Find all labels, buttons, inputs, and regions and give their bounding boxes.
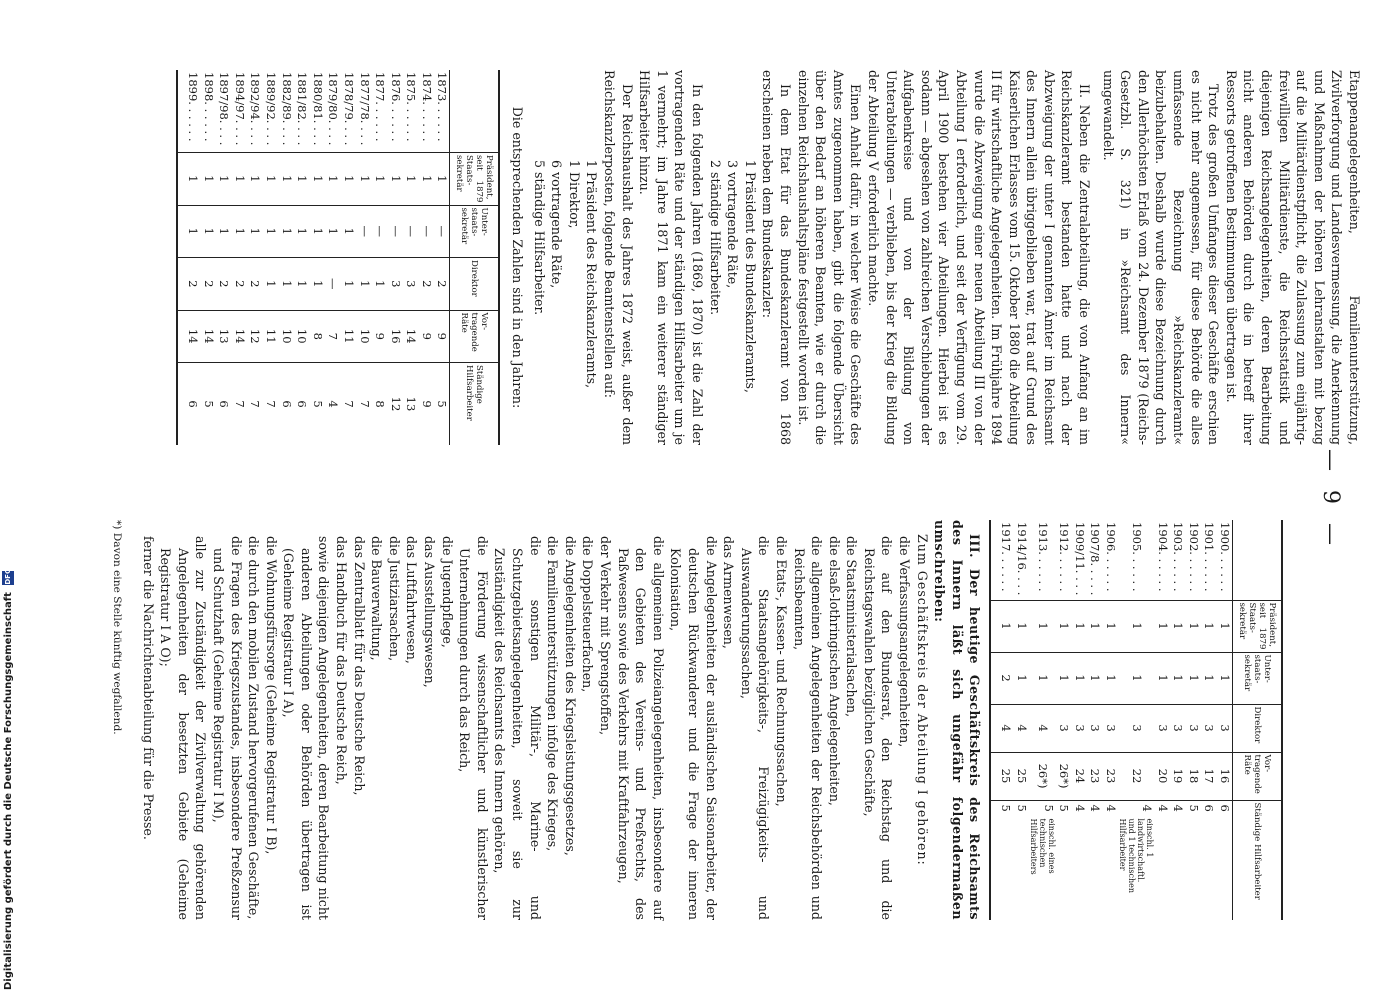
table-cell: 4: [1013, 704, 1029, 752]
table-cell: 1880/81. . . .: [310, 72, 325, 146]
table-cell: 1: [356, 153, 372, 206]
list-item: die Angelegenheiten des Kriegsleistungsgesetzes,: [562, 536, 578, 856]
table-cell: 1882/89. . . .: [279, 72, 294, 146]
table-cell: 1899. . . . . .: [186, 72, 200, 142]
table-cell: 1: [247, 205, 263, 258]
table-cell: 1: [403, 153, 419, 206]
table-row: [231, 70, 247, 445]
table-cell: 12: [387, 363, 403, 446]
table-row: [309, 70, 325, 445]
table-cell: 1914/16. . . .: [1014, 522, 1029, 596]
table-cell: 1878/79. . . .: [341, 72, 356, 146]
table-cell: 1: [1087, 600, 1103, 652]
table-cell: [1185, 800, 1201, 920]
cell-value: 4: [1072, 804, 1087, 812]
left-column: [176, 70, 1363, 445]
table-cell: 2: [216, 258, 232, 311]
list-item: die Staatsangehörigkeits-, Freizügigkeits- und Auswanderungssachen,: [738, 536, 772, 920]
col-assistants: Ständige Hilfsarbeiter: [1233, 800, 1282, 920]
table-row: [387, 70, 403, 445]
table-cell: 13: [216, 310, 232, 363]
table-cell: 1: [231, 153, 247, 206]
table-cell: 1: [1154, 600, 1170, 652]
table-row: [278, 70, 294, 445]
table-cell: 1: [1216, 652, 1232, 704]
cell-value: 4: [1088, 804, 1103, 812]
table-cell: 3: [1170, 704, 1186, 752]
list-item: das Handbuch für das Deutsche Reich,: [334, 536, 350, 785]
table-cell: 1: [216, 205, 232, 258]
table-cell: 1: [1216, 600, 1232, 652]
table-cell: 1: [340, 153, 356, 206]
table-cell: 1: [1056, 600, 1072, 652]
table-cell: 20: [1154, 752, 1170, 800]
table-cell: 1881/82. . . .: [295, 72, 310, 146]
table-cell: 3: [1056, 704, 1072, 752]
table-cell: 1: [216, 153, 232, 206]
paragraph: Die entsprechenden Zahlen sind in den Jahren:: [510, 106, 526, 409]
table-cell: 2: [200, 258, 216, 311]
col-under: Unter-staats-sekretär: [450, 205, 499, 258]
table-cell: 1: [294, 153, 310, 206]
cell-value: 6: [1218, 804, 1232, 812]
list-item: die Staatsministerialsachen,: [844, 536, 860, 718]
table-cell: 1: [1102, 652, 1118, 704]
table-cell: 1: [1102, 600, 1118, 652]
table-row: [1201, 520, 1217, 920]
table-cell: 1876. . . . . .: [388, 72, 403, 142]
table-cell: 1: [262, 205, 278, 258]
list-item: die Fragen des Kriegszustandes, insbesondere Preßzensur und Schutzhaft (Geheime Registratur I M),: [210, 536, 244, 920]
table-cell: 1: [1170, 652, 1186, 704]
table-row: [325, 70, 341, 445]
table-cell: 24: [1071, 752, 1087, 800]
list-item: die sonstigen Militär-, Marine- und Schutzgebietsangelegenheiten, soweit sie zur Zuständigkeit des Reichsamts des Innern gehören,: [492, 536, 543, 920]
table-cell: 3: [1071, 704, 1087, 752]
list-1872: [530, 160, 600, 445]
table-cell: 16: [1216, 752, 1232, 800]
list-item: die Bauverwaltung,: [369, 536, 385, 661]
list-item: die elsaß-lothringischen Angelegenheiten,: [826, 536, 842, 806]
table-cell: 3: [1216, 704, 1232, 752]
table-cell: 18: [1185, 752, 1201, 800]
table-cell: 3: [1087, 704, 1103, 752]
table-cell: 1: [991, 600, 1013, 652]
table-cell: 3: [1118, 704, 1154, 752]
table-cell: [1154, 800, 1170, 920]
list-item: die Doppelsteuerfachen,: [580, 536, 596, 693]
list-item: 1 Präsident des Reichskanzleramts,: [584, 160, 600, 389]
table-cell: 1906. . . . . .: [1104, 522, 1119, 592]
cell-value: 4: [1155, 804, 1170, 812]
cell-value: 5: [1014, 804, 1029, 812]
table-cell: 5: [200, 363, 216, 446]
table-cell: [1056, 800, 1072, 920]
list-item: alle zur Zuständigkeit der Zivilverwaltung gehörenden Angelegenheiten der besetzten Gebiete (Geheime Registratur I A O);: [158, 536, 209, 920]
table-cell: 8: [309, 310, 325, 363]
table-cell: 1: [372, 153, 388, 206]
funding-strip: [0, 0, 20, 1000]
table-cell: —: [372, 205, 388, 258]
table-cell: [1170, 800, 1186, 920]
table-cell: 9: [418, 363, 434, 446]
table-cell: 1: [340, 205, 356, 258]
table-note: einschl. 1 landwirtschaftl. und 1 technischen Hilfsarbeiter: [1118, 818, 1155, 894]
table-cell: 1: [231, 205, 247, 258]
table-row: [1029, 520, 1056, 920]
table-cell: 1874. . . . . .: [419, 72, 434, 142]
table-cell: —: [403, 205, 419, 258]
list-item: ferner die Nachrichtenabteilung für die Presse.: [140, 536, 156, 840]
col-councillors: Vor-tragende Räte: [450, 310, 499, 363]
table-cell: 1900. . . . . .: [1218, 522, 1232, 592]
table-cell: 1: [178, 205, 200, 258]
table-cell: 1: [1087, 652, 1103, 704]
table-cell: [1029, 800, 1056, 920]
list-item: die Angelegenheiten der ausländischen Saisonarbeiter, der deutschen Rückwanderer und die Frage der inneren Kolonisation,: [668, 536, 719, 920]
table-row: [340, 70, 356, 445]
table-row: [216, 70, 232, 445]
table-cell: 7: [356, 363, 372, 446]
table-cell: 26*): [1029, 752, 1056, 800]
table-cell: 1: [262, 153, 278, 206]
table-cell: 1: [434, 153, 450, 206]
table-cell: 4: [325, 363, 341, 446]
table-cell: 3: [1154, 704, 1170, 752]
list-item: das Luftfahrtwesen,: [404, 536, 420, 664]
table-cell: [1013, 800, 1029, 920]
list-item: das Ausstellungswesen,: [422, 536, 438, 688]
table-cell: 1917. . . . . .: [999, 522, 1014, 592]
table-cell: 7: [231, 363, 247, 446]
table-row: [991, 520, 1013, 920]
table-cell: 26*): [1056, 752, 1072, 800]
table-cell: 2: [418, 258, 434, 311]
list-1868: [706, 160, 759, 445]
table-cell: 12: [247, 310, 263, 363]
table-row: [1170, 520, 1186, 920]
table-cell: 1909/11. . . .: [1072, 522, 1087, 596]
table-cell: 1: [1029, 652, 1056, 704]
table-cell: 1: [309, 205, 325, 258]
table-row: [1056, 520, 1072, 920]
table-row: [178, 70, 200, 445]
col-assistants: Ständige Hilfsarbeiter: [450, 363, 499, 446]
funding-text: Digitalisierung gefördert durch die Deutsche Forschungsgemeinschaft: [3, 592, 14, 990]
table-cell: 1898. . . . . .: [201, 72, 216, 142]
paragraph: In den folgenden Jahren (1869, 1870) ist die Zahl der vortragenden Räte und der ständigen Hilfsarbeiter um je 1 vermehrt; im Jahre 1871 kam ein weiterer ständiger Hilfsarbeiter hinzu.: [637, 70, 706, 445]
table-cell: 3: [1185, 704, 1201, 752]
table-cell: 1: [325, 205, 341, 258]
table-cell: 1912. . . . . .: [1057, 522, 1072, 592]
list-item: die Wohnungsfürsorge (Geheime Registratur I B),: [263, 536, 279, 855]
list-item: die Jugendpflege,: [439, 536, 455, 648]
table-cell: 1877/78. . . .: [357, 72, 372, 146]
section-ii-paragraph: II. Neben die Zentralabteilung, die von Anfang an im Reichskanzleramt bestanden hatte und nach der Abzweigung der unter I genannten Ämter im Reichsamt des Innern allein übriggeblieben war, trat auf Grund des Kaiserlichen Erlasses vom 15. Oktober 1880 die Abteilung II für wirtschaftliche Angelegenheiten. Im Frühjahre 1894 wurde die Abzweigung einer neuen Abteilung III von der Abteilung I erforderlich, und seit der Verfügung vom 29. April 1900 bestehen vier Abteilungen. Hierbei ist es sodann — abgesehen von zahlreichen Verschiebungen der Aufgabenkreise und von der Bildung von Unterabteilungen — verblieben, bis der Krieg die Bildung der Abteilung V erforderlich machte.: [865, 70, 1093, 445]
col-under: Unter-staats-sekretär: [1233, 652, 1282, 704]
col-year: [450, 70, 499, 153]
table-cell: 4: [1029, 704, 1056, 752]
table-cell: 22: [1118, 752, 1154, 800]
list-item: 3 vortragende Räte,: [725, 160, 741, 289]
table-cell: 1905. . . . . .: [1129, 522, 1144, 592]
table-cell: 2: [178, 258, 200, 311]
table-cell: 2: [991, 652, 1013, 704]
list-item: der Verkehr mit Sprengstoffen,: [598, 536, 613, 736]
cell-value: 5: [1041, 804, 1056, 812]
table-cell: 7: [247, 363, 263, 446]
table-cell: [1118, 800, 1154, 920]
table-cell: 2: [247, 258, 263, 311]
table-row: [1087, 520, 1103, 920]
table-cell: 23: [1102, 752, 1118, 800]
list-item: die Etats-, Kassen- und Rechnungssachen,: [773, 536, 789, 807]
table-cell: 6: [294, 363, 310, 446]
paragraph: In dem Etat für das Bundeskanzleramt von 1868 erscheinen neben dem Bundeskanzler:: [760, 70, 793, 445]
table-cell: 1879/80. . . .: [326, 72, 341, 146]
table-row: [1185, 520, 1201, 920]
table-cell: [1102, 800, 1118, 920]
list-item: 6 vortragende Räte,: [549, 160, 565, 289]
table-row: [262, 70, 278, 445]
table-cell: 7: [325, 310, 341, 363]
table-cell: 14: [403, 310, 419, 363]
table-cell: 1: [278, 153, 294, 206]
table-cell: 6: [178, 363, 200, 446]
table-row: [434, 70, 450, 445]
abteilung-i-list: [139, 520, 913, 920]
table-cell: 11: [340, 310, 356, 363]
table-cell: 1: [278, 258, 294, 311]
table-cell: 1: [1201, 652, 1217, 704]
table-cell: 1: [372, 258, 388, 311]
table-cell: 1901. . . . . .: [1202, 522, 1217, 592]
table-cell: 1: [1013, 600, 1029, 652]
table-cell: 1: [1029, 600, 1056, 652]
table-row: [1118, 520, 1154, 920]
paragraph: Der Reichshaushalt des Jahres 1872 weist, außer dem Reichskanzlerposten, folgende Beamtenstellen auf:: [602, 70, 635, 445]
table-cell: 9: [372, 310, 388, 363]
page-number: — 9 —: [1318, 449, 1343, 551]
table-note: einschl. eines technischen Hilfsarbeiters: [1028, 818, 1056, 875]
table-cell: 1: [278, 205, 294, 258]
list-item: 1 Präsident des Bundeskanzleramts,: [742, 160, 758, 393]
list-item: die Verfassungsangelegenheiten,: [897, 536, 913, 748]
col-president: Präsident, seit 1879 Staats-sekretär: [450, 153, 499, 206]
table-cell: 1: [325, 153, 341, 206]
table-row: [1013, 520, 1029, 920]
table-row: [372, 70, 388, 445]
list-item: die allgemeinen Angelegenheiten der Reichsbehörden und Reichsbeamten,: [791, 536, 825, 920]
table-cell: 14: [231, 310, 247, 363]
table-cell: 1913. . . . . .: [1035, 522, 1050, 592]
table-row: [356, 70, 372, 445]
paragraph: Einen Anhalt dafür, in welcher Weise die Geschäfte des Amtes zugenommen haben, gibt die folgende Übersicht über den Bedarf an höheren Beamten, wie er durch die einzelnen Reichshaushaltspläne festgestellt worden ist.: [795, 70, 864, 445]
table-cell: 1: [247, 153, 263, 206]
table-cell: 1894/97. . . .: [232, 72, 247, 146]
table-cell: 3: [1102, 704, 1118, 752]
col-councillors: Vor-tragende Räte: [1233, 752, 1282, 800]
table-cell: 1: [294, 258, 310, 311]
table-cell: 1: [1170, 600, 1186, 652]
table-cell: 1: [309, 153, 325, 206]
table-cell: 2: [231, 258, 247, 311]
table-cell: 11: [262, 310, 278, 363]
table-cell: 10: [356, 310, 372, 363]
table-cell: [991, 800, 1013, 920]
table-cell: 1875. . . . . .: [404, 72, 419, 142]
table-cell: 1: [200, 205, 216, 258]
table-cell: 1: [1185, 652, 1201, 704]
list-item: die Familienunterstützungen infolge des Krieges,: [545, 536, 561, 852]
table-cell: 23: [1087, 752, 1103, 800]
col-director: Direktor: [450, 258, 499, 311]
table-cell: 1892/94. . . .: [248, 72, 263, 146]
table-1900-1917: [989, 520, 1283, 920]
right-column: [107, 520, 1283, 920]
col-president: Präsident, seit 1879 Staats-sekretär: [1233, 600, 1282, 652]
col-director: Direktor: [1233, 704, 1282, 752]
table-row: [1102, 520, 1118, 920]
table-cell: 1903. . . . . .: [1171, 522, 1186, 592]
table-cell: 2: [434, 258, 450, 311]
table-cell: [1216, 800, 1232, 920]
cell-value: 5: [1057, 804, 1072, 812]
table-cell: 6: [216, 363, 232, 446]
table-cell: 1889/92. . . .: [263, 72, 278, 146]
table-cell: 1: [1071, 600, 1087, 652]
table-row: [403, 70, 419, 445]
table-cell: 25: [1013, 752, 1029, 800]
paragraph: Zum Geschäftskreis der Abteilung I gehören:: [914, 534, 930, 866]
cell-value: 4: [1171, 804, 1186, 812]
table-row: [247, 70, 263, 445]
table-cell: 1: [309, 258, 325, 311]
dfg-logo-icon: DFG: [4, 568, 12, 585]
table-cell: 1: [1056, 652, 1072, 704]
table-row: [1154, 520, 1170, 920]
list-item: die Förderung wissenschaftlicher und künstlerischer Unternehmungen durch das Reich,: [457, 536, 490, 920]
paragraph: Trotz des großen Umfanges dieser Geschäfte erschien es nicht mehr angemessen, für diese Behörde die alles umfassende Bezeichnung »Reichskanzleramt« beizubehalten. Deshalb wurde diese Bezeichnung durch den Allerhöchsten Erlaß vom 24. Dezember 1879 (Reichs-Gesetzbl. S. 321) in »Reichsamt des Innern« umgewandelt.: [1100, 70, 1222, 445]
table-cell: 1: [262, 258, 278, 311]
table-cell: 1: [1185, 600, 1201, 652]
list-item: 1 Direktor,: [566, 160, 582, 229]
table-cell: 3: [387, 258, 403, 311]
table-cell: 14: [178, 310, 200, 363]
paragraph: Etappenangelegenheiten, Familienunterstützung, Zivilverforgung und Landesvermessung, die Anerkennung und Maßnahmen der höheren Lehranstalten mit bezug auf die Militärdienstpflicht, die Zulassung zum einjährig-freiwilligen Militärdienste, die Reichsstatistik und diejenigen Reichsangelegenheiten, deren Bearbeitung nicht anderen Behörden durch die in betreff ihrer Ressorts getroffenen Bestimmungen übertragen ist.: [1223, 70, 1362, 445]
table-cell: 1877. . . . . .: [373, 72, 388, 142]
section-iii-paragraph: [931, 520, 984, 920]
table-cell: 7: [262, 363, 278, 446]
table-cell: 1904. . . . . .: [1155, 522, 1170, 592]
table-cell: 1: [1118, 652, 1154, 704]
table-cell: 1: [178, 153, 200, 206]
footnote: *) Davon eine Stelle künftig wegfallend.: [110, 520, 123, 735]
table-cell: 7: [340, 363, 356, 446]
table-cell: 1: [294, 205, 310, 258]
table-row: [200, 70, 216, 445]
list-item: das Zentralblatt für das Deutsche Reich,: [351, 536, 367, 796]
table-cell: 1: [1118, 600, 1154, 652]
table-cell: 1: [1201, 600, 1217, 652]
table-cell: —: [387, 205, 403, 258]
table-row: [294, 70, 310, 445]
table-cell: 1902. . . . . .: [1186, 522, 1201, 592]
table-cell: 4: [991, 704, 1013, 752]
table-cell: 14: [200, 310, 216, 363]
section-iii-text: III. Der heutige Geschäftskreis des Reichsamts des Innern läßt sich ungefähr folgendermaßen umschreiben:: [932, 520, 983, 920]
table-cell: —: [356, 205, 372, 258]
table-cell: 9: [418, 310, 434, 363]
table-cell: 1873. . . . . .: [435, 72, 450, 142]
table-cell: 1: [340, 258, 356, 311]
list-item: 2 ständige Hilfsarbeiter.: [707, 160, 723, 316]
cell-value: 5: [1186, 804, 1201, 812]
table-cell: 10: [278, 310, 294, 363]
table-cell: 5: [434, 363, 450, 446]
table-cell: [1071, 800, 1087, 920]
table-row: [1071, 520, 1087, 920]
table-cell: 1: [418, 153, 434, 206]
table-cell: 3: [1201, 704, 1217, 752]
list-item: die durch den mobilen Zustand hervorgerufenen Geschäfte,: [246, 536, 262, 920]
table-cell: 6: [278, 363, 294, 446]
table-cell: —: [434, 205, 450, 258]
table-cell: —: [325, 258, 341, 311]
table-cell: 10: [294, 310, 310, 363]
table-cell: [1087, 800, 1103, 920]
table-cell: —: [418, 205, 434, 258]
table-cell: [1201, 800, 1217, 920]
table-cell: 25: [991, 752, 1013, 800]
list-item: die auf den Bundesrat, den Reichstag und die Reichstagswahlen bezüglichen Geschäfte,: [861, 536, 895, 920]
list-item: 5 ständige Hilfsarbeiter.: [531, 160, 547, 316]
list-item: das Armenwesen,: [721, 536, 737, 649]
table-cell: 1: [387, 153, 403, 206]
col-year: [1233, 520, 1282, 600]
table-cell: 16: [387, 310, 403, 363]
cell-value: 4: [1104, 804, 1119, 812]
table-cell: 1: [1071, 652, 1087, 704]
cell-value: 5: [999, 804, 1014, 812]
table-cell: 1: [200, 153, 216, 206]
table-cell: 1907/8. . . . .: [1088, 522, 1103, 596]
table-cell: 8: [372, 363, 388, 446]
table-cell: 1: [356, 258, 372, 311]
table-cell: 3: [403, 258, 419, 311]
table-cell: 17: [1201, 752, 1217, 800]
table-cell: 1: [1013, 652, 1029, 704]
table-cell: 9: [434, 310, 450, 363]
table-cell: 13: [403, 363, 419, 446]
cell-value: 4: [1140, 804, 1155, 812]
table-1873-1899: [176, 70, 500, 445]
cell-value: 6: [1202, 804, 1217, 812]
list-item: die Justiziarsachen,: [386, 536, 402, 662]
table-row: [1216, 520, 1232, 920]
table-cell: 1897/98. . . .: [217, 72, 232, 146]
table-row: [418, 70, 434, 445]
table-cell: 5: [309, 363, 325, 446]
list-item: sowie diejenigen Angelegenheiten, deren Bearbeitung nicht anderen Abteilungen oder Behörden übertragen ist (Geheime Registratur I A),: [281, 536, 332, 920]
list-item: die allgemeinen Polizeiangelegenheiten, insbesondere auf den Gebieten des Vereins- und Preßrechts, des Paßwesens sowie des Verkehrs mit Kraftfahrzeugen,: [615, 536, 666, 920]
table-cell: 1: [1154, 652, 1170, 704]
table-cell: 19: [1170, 752, 1186, 800]
